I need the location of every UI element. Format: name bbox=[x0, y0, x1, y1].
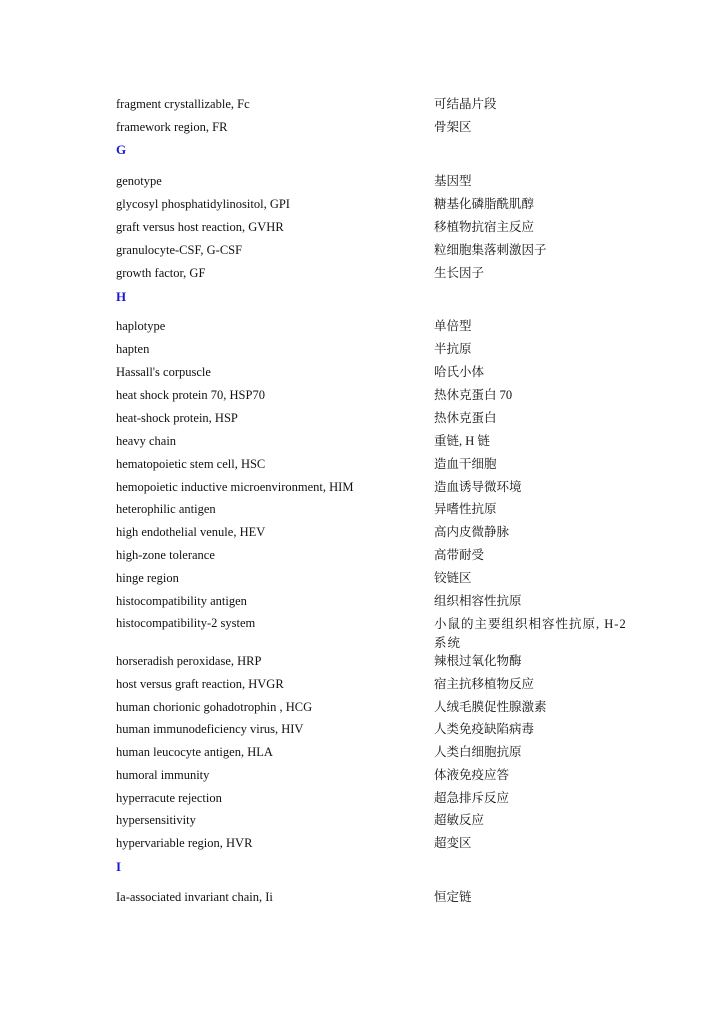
section-letter: I bbox=[116, 859, 122, 874]
chinese-translation: 重链, H 链 bbox=[434, 434, 490, 448]
english-term: genotype bbox=[116, 174, 162, 188]
chinese-translation: 基因型 bbox=[434, 174, 472, 188]
chinese-translation: 可结晶片段 bbox=[434, 97, 497, 111]
chinese-translation: 辣根过氧化物酶 bbox=[434, 654, 522, 668]
section-letter: H bbox=[116, 289, 127, 304]
chinese-translation: 半抗原 bbox=[434, 342, 472, 356]
chinese-translation: 恒定链 bbox=[434, 890, 472, 904]
english-term: framework region, FR bbox=[116, 120, 228, 134]
chinese-translation: 粒细胞集落刺激因子 bbox=[434, 243, 547, 257]
chinese-translation: 人类白细胞抗原 bbox=[434, 745, 522, 759]
english-term: high endothelial venule, HEV bbox=[116, 525, 266, 539]
chinese-translation: 单倍型 bbox=[434, 319, 472, 333]
english-term: heterophilic antigen bbox=[116, 502, 216, 516]
english-term: haplotype bbox=[116, 319, 166, 333]
english-term: high-zone tolerance bbox=[116, 548, 215, 562]
english-term: fragment crystallizable, Fc bbox=[116, 97, 250, 111]
chinese-translation: 铰链区 bbox=[434, 571, 472, 585]
english-term: hypervariable region, HVR bbox=[116, 836, 253, 850]
english-term: hematopoietic stem cell, HSC bbox=[116, 457, 266, 471]
english-term: hemopoietic inductive microenvironment, HIM bbox=[116, 480, 354, 494]
english-term: growth factor, GF bbox=[116, 266, 206, 280]
english-term: host versus graft reaction, HVGR bbox=[116, 677, 284, 691]
chinese-translation: 移植物抗宿主反应 bbox=[434, 220, 535, 234]
chinese-translation: 哈氏小体 bbox=[434, 365, 485, 379]
chinese-translation: 小鼠的主要组织相容性抗原, H-2 系统 bbox=[434, 617, 627, 650]
english-term: Ia-associated invariant chain, Ii bbox=[116, 890, 273, 904]
english-term: granulocyte-CSF, G-CSF bbox=[116, 243, 243, 257]
english-term: hinge region bbox=[116, 571, 179, 585]
chinese-translation: 组织相容性抗原 bbox=[434, 594, 522, 608]
english-term: horseradish peroxidase, HRP bbox=[116, 654, 262, 668]
english-term: human immunodeficiency virus, HIV bbox=[116, 722, 304, 736]
chinese-translation: 体液免疫应答 bbox=[434, 768, 510, 782]
chinese-translation: 宿主抗移植物反应 bbox=[434, 677, 535, 691]
chinese-translation: 生长因子 bbox=[434, 266, 485, 280]
chinese-translation: 超敏反应 bbox=[434, 813, 485, 827]
chinese-translation: 造血干细胞 bbox=[434, 457, 497, 471]
chinese-translation: 人类免疫缺陷病毒 bbox=[434, 722, 535, 736]
english-term: heavy chain bbox=[116, 434, 177, 448]
chinese-translation: 糖基化磷脂酰肌醇 bbox=[434, 197, 535, 211]
chinese-translation: 骨架区 bbox=[434, 120, 472, 134]
english-term: humoral immunity bbox=[116, 768, 210, 782]
english-term: Hassall's corpuscle bbox=[116, 365, 211, 379]
english-term: human leucocyte antigen, HLA bbox=[116, 745, 273, 759]
english-term: hapten bbox=[116, 342, 150, 356]
chinese-translation: 造血诱导微环境 bbox=[434, 480, 522, 494]
english-term: human chorionic gohadotrophin , HCG bbox=[116, 700, 313, 714]
english-term: graft versus host reaction, GVHR bbox=[116, 220, 284, 234]
section-letter: G bbox=[116, 142, 127, 157]
english-term: histocompatibility-2 system bbox=[116, 616, 256, 630]
english-term: histocompatibility antigen bbox=[116, 594, 247, 608]
chinese-translation: 高内皮微静脉 bbox=[434, 525, 510, 539]
chinese-translation: 热休克蛋白 70 bbox=[434, 388, 513, 402]
english-term: hypersensitivity bbox=[116, 813, 196, 827]
english-term: hyperracute rejection bbox=[116, 791, 222, 805]
chinese-translation: 高带耐受 bbox=[434, 548, 485, 562]
chinese-translation: 异嗜性抗原 bbox=[434, 502, 497, 516]
chinese-translation: 人绒毛膜促性腺激素 bbox=[434, 700, 547, 714]
chinese-translation: 热休克蛋白 bbox=[434, 411, 497, 425]
english-term: glycosyl phosphatidylinositol, GPI bbox=[116, 197, 290, 211]
chinese-translation: 超急排斥反应 bbox=[434, 791, 510, 805]
chinese-translation: 超变区 bbox=[434, 836, 472, 850]
english-term: heat-shock protein, HSP bbox=[116, 411, 238, 425]
english-term: heat shock protein 70, HSP70 bbox=[116, 388, 265, 402]
